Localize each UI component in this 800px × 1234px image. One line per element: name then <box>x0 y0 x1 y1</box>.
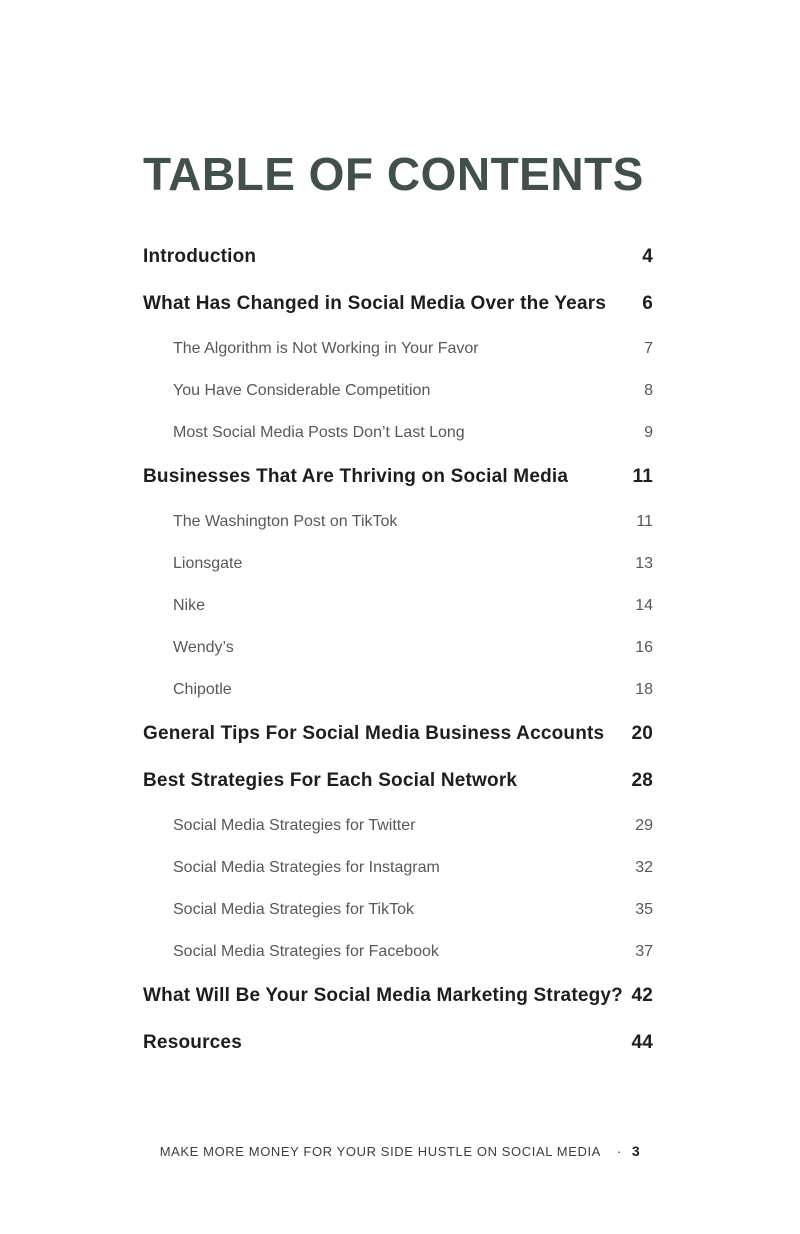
toc-entry-label: Businesses That Are Thriving on Social Media <box>143 466 569 487</box>
toc-entry[interactable] <box>143 555 653 572</box>
toc-entry-page: 20 <box>631 723 653 744</box>
toc-entry-label: The Algorithm is Not Working in Your Favor <box>173 340 479 357</box>
toc-entry-label: Most Social Media Posts Don’t Last Long <box>173 424 465 441</box>
toc-entry-page: 11 <box>632 466 653 487</box>
toc-entry[interactable] <box>143 985 653 1006</box>
page-footer <box>0 1142 800 1161</box>
toc-entry-page: 42 <box>631 985 653 1006</box>
toc-entry-label: What Has Changed in Social Media Over the Years <box>143 293 607 314</box>
toc-content <box>143 0 653 1079</box>
toc-entry[interactable] <box>143 513 653 530</box>
toc-entry-label: Nike <box>173 597 206 614</box>
toc-entry-label: Wendy’s <box>173 639 234 656</box>
toc-entry[interactable] <box>143 340 653 357</box>
toc-entry[interactable] <box>143 639 653 656</box>
toc-entry-label: The Washington Post on TikTok <box>173 513 398 530</box>
toc-entry-label: Social Media Strategies for Facebook <box>173 943 439 960</box>
toc-entry[interactable] <box>143 817 653 834</box>
toc-entry[interactable] <box>143 901 653 918</box>
toc-entry-page: 4 <box>642 246 653 267</box>
toc-entry-label: Social Media Strategies for TikTok <box>173 901 414 918</box>
footer-separator: · <box>616 1144 622 1159</box>
toc-entry[interactable] <box>143 770 653 791</box>
toc-entry-label: Lionsgate <box>173 555 243 572</box>
toc-entry-page: 11 <box>636 513 653 530</box>
toc-entry[interactable] <box>143 246 653 267</box>
toc-entry-page: 32 <box>635 859 653 876</box>
toc-entry-page: 8 <box>644 382 653 399</box>
toc-entry-label: Social Media Strategies for Instagram <box>173 859 440 876</box>
toc-entry-page: 29 <box>635 817 653 834</box>
toc-entry[interactable] <box>143 382 653 399</box>
toc-entry-page: 7 <box>644 340 653 357</box>
toc-entry-label: What Will Be Your Social Media Marketing Strategy? <box>143 985 623 1006</box>
toc-entry[interactable] <box>143 293 653 314</box>
footer-text: MAKE MORE MONEY FOR YOUR SIDE HUSTLE ON SOCIAL MEDIA <box>159 1144 601 1159</box>
toc-entry-page: 28 <box>631 770 653 791</box>
toc-entry-label: Social Media Strategies for Twitter <box>173 817 416 834</box>
toc-entry[interactable] <box>143 681 653 698</box>
toc-list <box>143 246 653 1053</box>
toc-entry-page: 37 <box>635 943 653 960</box>
toc-entry-page: 13 <box>635 555 653 572</box>
toc-entry-page: 14 <box>635 597 653 614</box>
toc-entry-label: You Have Considerable Competition <box>173 382 431 399</box>
toc-entry-page: 35 <box>635 901 653 918</box>
toc-entry-page: 44 <box>631 1032 653 1053</box>
toc-entry-page: 9 <box>644 424 653 441</box>
toc-entry-label: Best Strategies For Each Social Network <box>143 770 518 791</box>
toc-entry-label: Introduction <box>143 246 257 267</box>
toc-entry[interactable] <box>143 943 653 960</box>
toc-entry[interactable] <box>143 466 653 487</box>
toc-entry[interactable] <box>143 859 653 876</box>
toc-entry-label: Resources <box>143 1032 242 1053</box>
toc-entry-page: 6 <box>642 293 653 314</box>
toc-entry-label: Chipotle <box>173 681 232 698</box>
toc-entry[interactable] <box>143 723 653 744</box>
toc-entry[interactable] <box>143 1032 653 1053</box>
toc-entry-label: General Tips For Social Media Business Accounts <box>143 723 605 744</box>
toc-entry[interactable] <box>143 597 653 614</box>
toc-entry-page: 16 <box>635 639 653 656</box>
toc-entry-page: 18 <box>635 681 653 698</box>
toc-entry[interactable] <box>143 424 653 441</box>
footer-page-number: 3 <box>631 1143 641 1159</box>
page-title: TABLE OF CONTENTS <box>143 148 644 200</box>
